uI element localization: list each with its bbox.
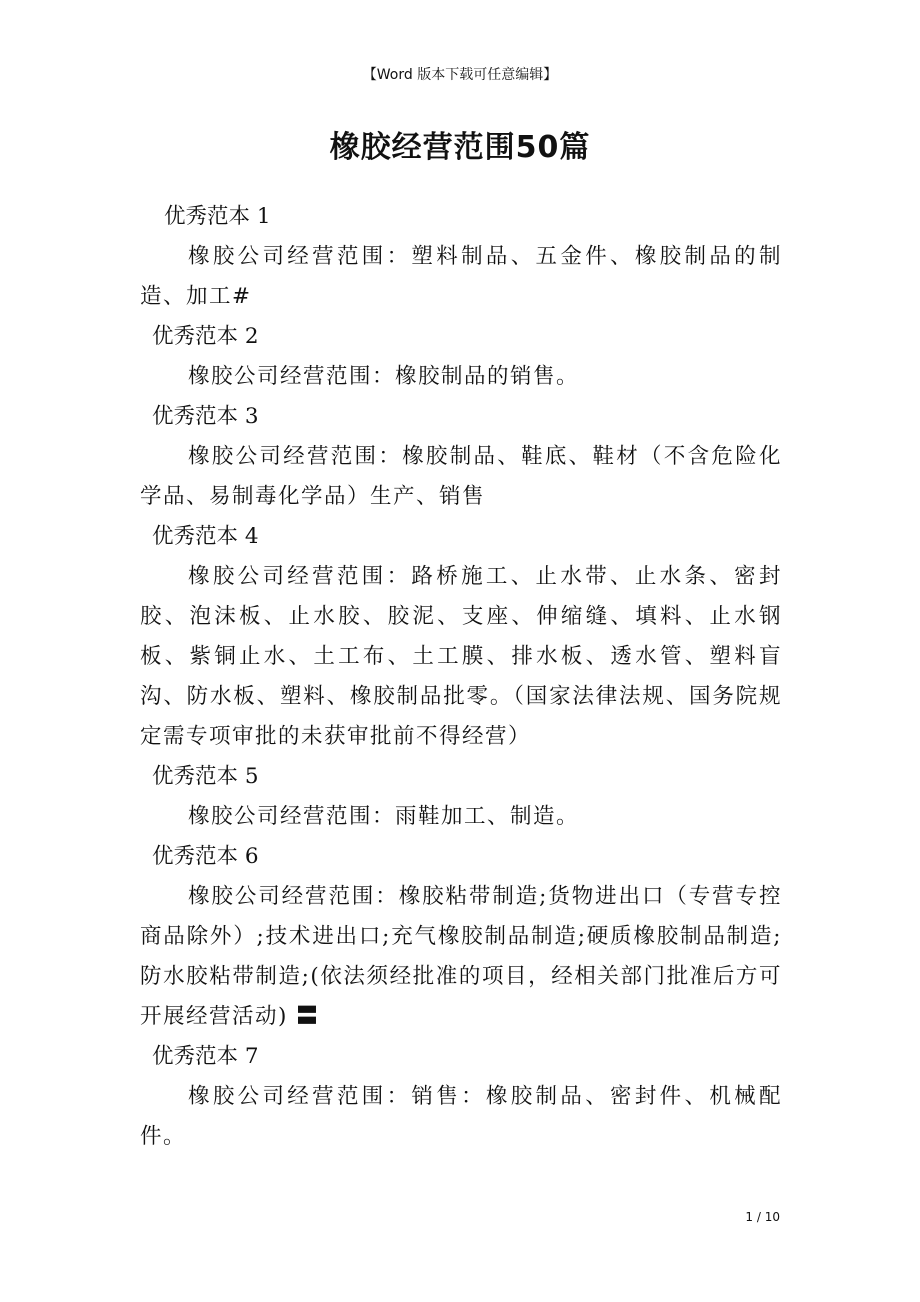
section-label: 优秀范本 4 bbox=[152, 524, 259, 549]
document-body bbox=[140, 197, 782, 1157]
section-text: 橡胶公司经营范围：橡胶粘带制造;货物进出口（专营专控商品除外）;技术进出口;充气橡胶制品制造;硬质橡胶制品制造;防水胶粘带制造;(依法须经批准的项目，经相关部门批准后方可开展经营活动) bbox=[140, 884, 782, 1029]
section bbox=[140, 517, 782, 757]
end-mark: 〓 bbox=[296, 1004, 320, 1029]
section-text: 橡胶公司经营范围：雨鞋加工、制造。 bbox=[188, 804, 580, 829]
section bbox=[140, 197, 782, 317]
section bbox=[140, 837, 782, 1037]
header-note: 【Word 版本下载可任意编辑】 bbox=[362, 67, 558, 83]
page-number: 1 / 10 bbox=[745, 1210, 780, 1224]
section-text: 橡胶公司经营范围：塑料制品、五金件、橡胶制品的制造、加工# bbox=[140, 244, 782, 309]
section-text: 橡胶公司经营范围：橡胶制品、鞋底、鞋材（不含危险化学品、易制毒化学品）生产、销售 bbox=[140, 444, 782, 509]
section-text: 橡胶公司经营范围：销售：橡胶制品、密封件、机械配件。 bbox=[140, 1084, 782, 1149]
section-text-wrapper bbox=[140, 877, 782, 1037]
document-title: 橡胶经营范围50篇 bbox=[329, 130, 591, 165]
section-text: 橡胶公司经营范围：橡胶制品的销售。 bbox=[188, 364, 580, 389]
section bbox=[140, 317, 782, 397]
section-label: 优秀范本 5 bbox=[152, 764, 259, 789]
section-label: 优秀范本 7 bbox=[152, 1044, 259, 1069]
section-text: 橡胶公司经营范围：路桥施工、止水带、止水条、密封胶、泡沫板、止水胶、胶泥、支座、伸缩缝、填料、止水钢板、紫铜止水、土工布、土工膜、排水板、透水管、塑料盲沟、防水板、塑料、橡胶制品批零。（国家法律法规、国务院规定需专项审批的未获审批前不得经营） bbox=[140, 564, 782, 749]
section-label: 优秀范本 1 bbox=[164, 204, 271, 229]
section bbox=[140, 757, 782, 837]
section bbox=[140, 1037, 782, 1157]
section-label: 优秀范本 2 bbox=[152, 324, 259, 349]
section-label: 优秀范本 6 bbox=[152, 844, 259, 869]
section bbox=[140, 397, 782, 517]
section-label: 优秀范本 3 bbox=[152, 404, 259, 429]
